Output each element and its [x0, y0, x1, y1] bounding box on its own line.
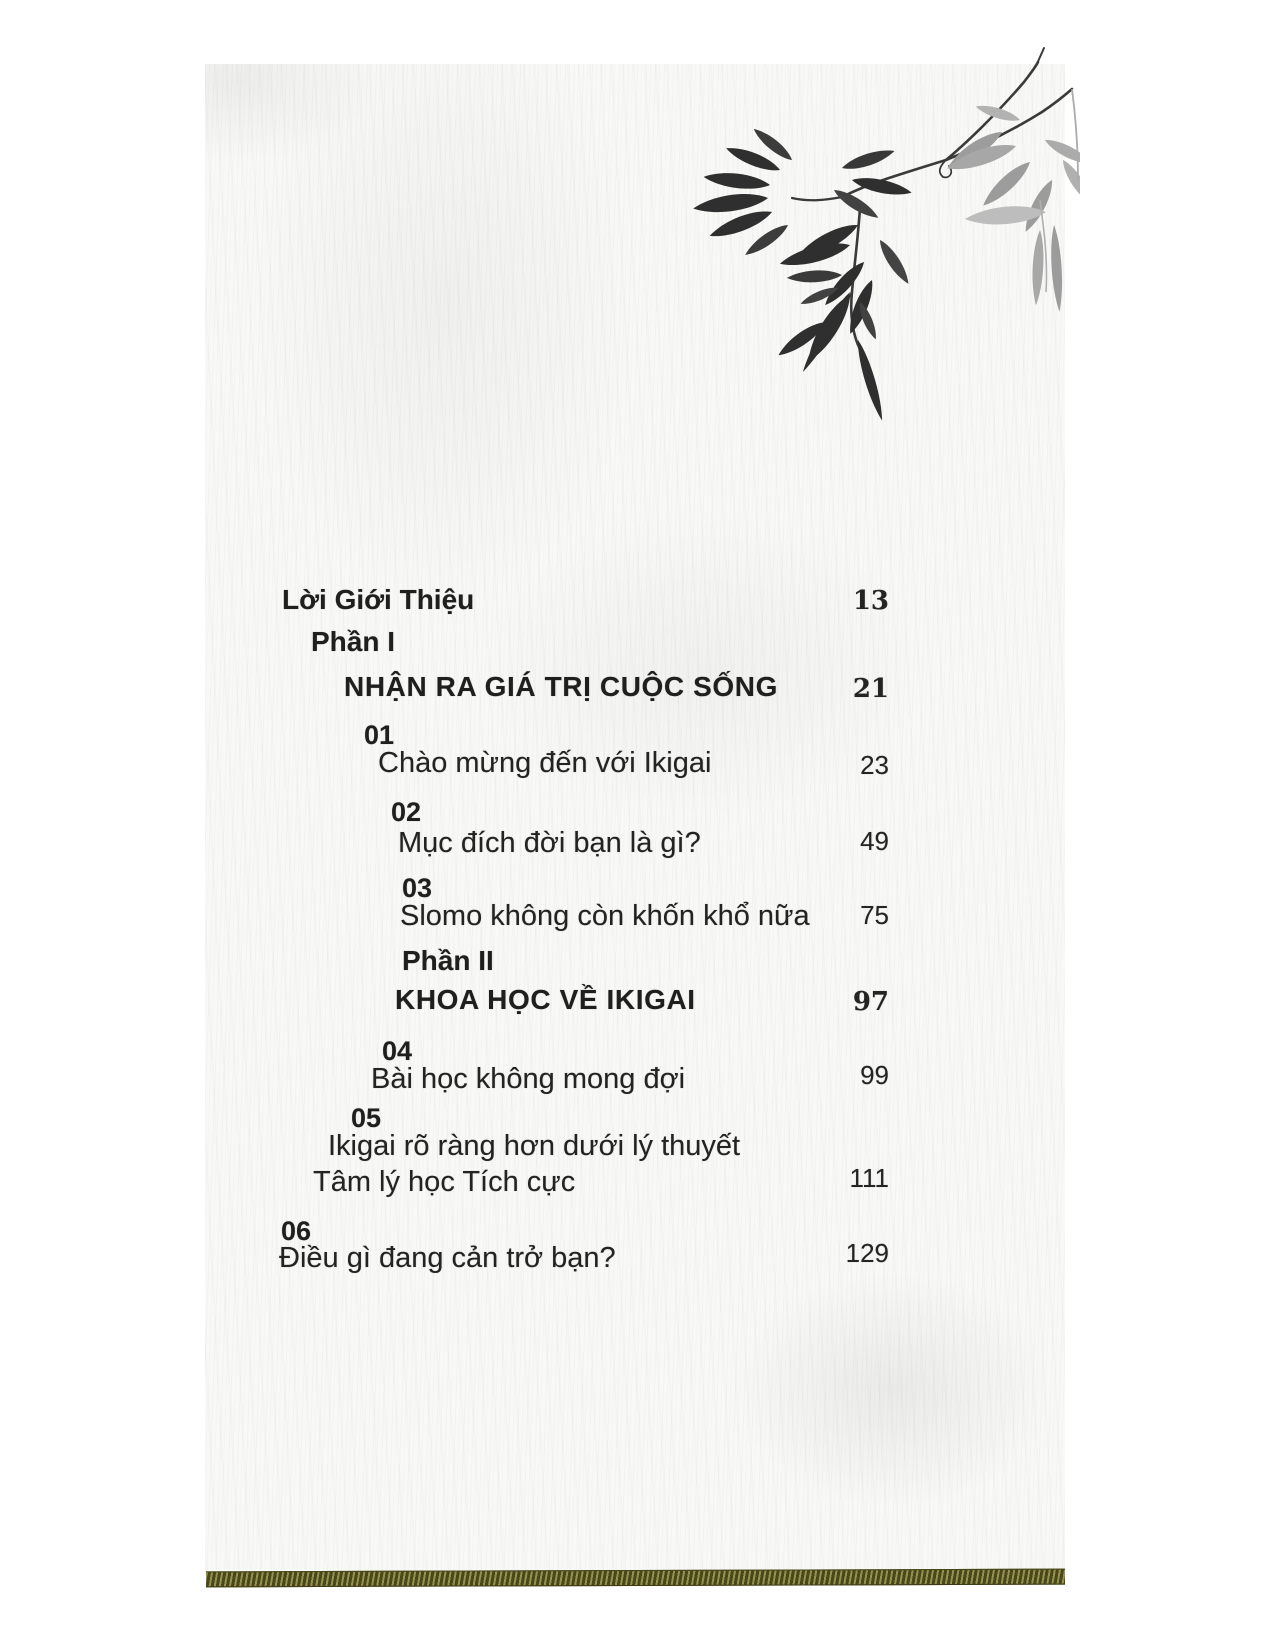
toc-part-2-title: KHOA HỌC VỀ IKIGAI [395, 984, 696, 1015]
toc-entry-intro-page-number: 13 [852, 586, 889, 616]
toc-part-2-label: Phần II [402, 945, 494, 976]
toc-chapter-1-number: 01 [364, 720, 395, 750]
toc-chapter-2-page-number: 49 [860, 826, 889, 856]
toc-chapter-3-number: 03 [402, 873, 433, 903]
toc-chapter-1-page-number: 23 [860, 750, 889, 780]
toc-chapter-2-number: 02 [391, 797, 422, 827]
binding-band [206, 1569, 1065, 1588]
toc-chapter-3-page-number: 75 [860, 900, 889, 930]
toc-chapter-4-number: 04 [382, 1036, 413, 1066]
toc-chapter-6-number: 06 [281, 1216, 312, 1246]
toc-chapter-2-title: Mục đích đời bạn là gì? [398, 827, 701, 859]
toc-chapter-6-page-number: 129 [845, 1238, 889, 1268]
toc-chapter-1-title: Chào mừng đến với Ikigai [378, 747, 712, 779]
toc-chapter-4-page-number: 99 [860, 1060, 889, 1090]
toc-chapter-5-title-line-1: Ikigai rõ ràng hơn dưới lý thuyết [328, 1130, 741, 1162]
toc-entry-intro-label: Lời Giới Thiệu [282, 584, 475, 615]
toc-part-2-page-number: 97 [852, 987, 889, 1017]
toc-chapter-5-number: 05 [351, 1103, 382, 1133]
bamboo-leaves-light [944, 89, 1080, 312]
toc-part-1-page-number: 21 [852, 674, 889, 704]
toc-part-1-title: NHẬN RA GIÁ TRỊ CUỘC SỐNG [344, 671, 778, 702]
toc-chapter-3-title: Slomo không còn khốn khổ nữa [400, 900, 810, 932]
toc-chapter-5-title-line-2: Tâm lý học Tích cực [313, 1166, 576, 1198]
toc-chapter-6-title: Điều gì đang cản trở bạn? [279, 1242, 616, 1274]
toc-chapter-5-page-number: 111 [849, 1163, 889, 1193]
bamboo-ink-illustration [620, 40, 1080, 440]
toc-chapter-4-title: Bài học không mong đợi [371, 1063, 686, 1095]
bamboo-leaves-dark [692, 124, 913, 422]
toc-part-1-label: Phần I [311, 626, 396, 657]
